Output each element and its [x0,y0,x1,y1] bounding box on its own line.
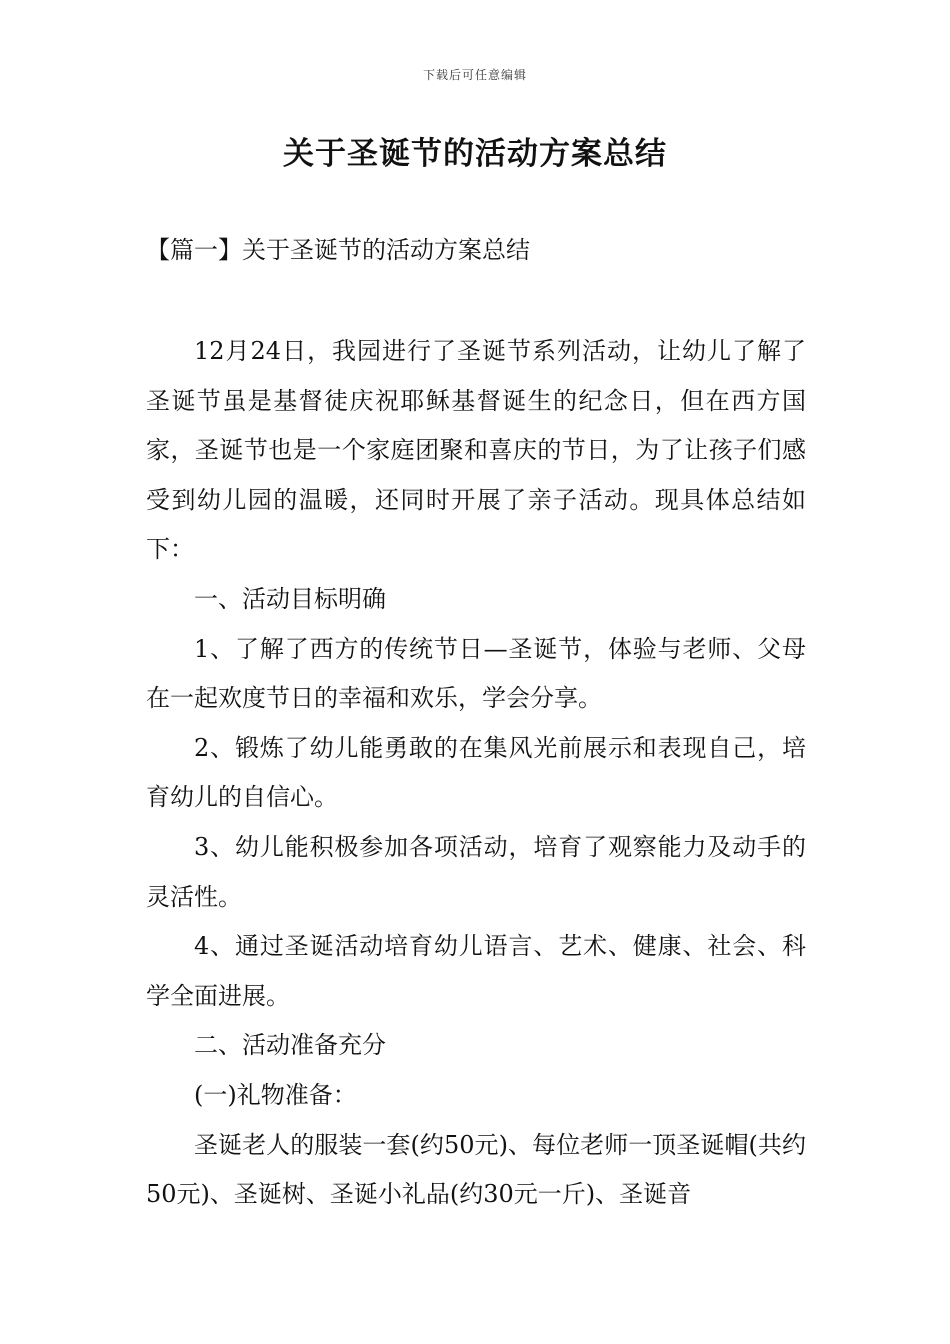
paragraph-goal-3: 3、幼儿能积极参加各项活动，培育了观察能力及动手的灵活性。 [146,832,806,911]
paragraph-intro: 12月24日，我园进行了圣诞节系列活动，让幼儿了解了圣诞节虽是基督徒庆祝耶稣基督诞生的纪念日，但在西方国家，圣诞节也是一个家庭团聚和喜庆的节日，为了让孩子们感受到幼儿园的温暖，还同时开展了亲子活动。现具体总结如下： [146,337,806,564]
paragraph-heading-goals: 一、活动目标明确 [194,584,386,613]
paragraph-gift-heading: (一)礼物准备： [194,1080,357,1109]
paragraph-goal-2: 2、锻炼了幼儿能勇敢的在集风光前展示和表现自己，培育幼儿的自信心。 [146,733,806,812]
body-text [146,327,806,1220]
paragraph-gift-list: 圣诞老人的服装一套(约50元)、每位老师一顶圣诞帽(共约50元)、圣诞树、圣诞小礼品(约30元一斤)、圣诞音 [146,1130,806,1209]
section-heading: 【篇一】关于圣诞节的活动方案总结 [146,236,530,264]
paragraph-goal-4: 4、通过圣诞活动培育幼儿语言、艺术、健康、社会、科学全面进展。 [146,932,806,1010]
paragraph-heading-preparation: 二、活动准备充分 [194,1031,386,1060]
header-note: 下载后可任意编辑 [422,68,527,82]
document-title: 关于圣诞节的活动方案总结 [283,136,667,172]
paragraph-goal-1: 1、了解了西方的传统节日—圣诞节，体验与老师、父母在一起欢度节日的幸福和欢乐，学会分享。 [146,634,806,713]
